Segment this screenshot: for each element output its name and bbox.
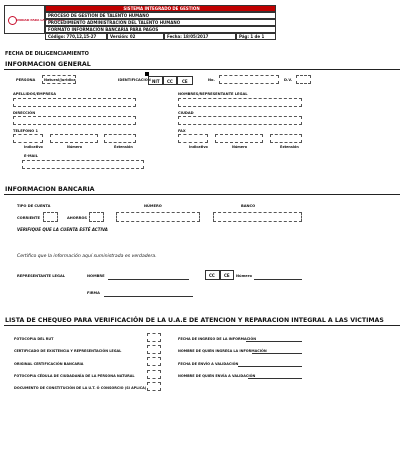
checklist-item-bank-cert: ORIGINAL CERTIFICACIÓN BANCARIA	[14, 362, 84, 366]
checklist-item-existence: CERTIFICADO DE EXISTENCIA Y REPRESENTACIÓN LEGAL	[14, 349, 122, 353]
format-title: FORMATO INFORMACIÓN BANCARIA PARA PAGOS	[45, 26, 276, 33]
procedure-title: PROCEDIMIENTO ADMINISTRACIÓN DEL TALENTO HUMANO	[45, 19, 276, 26]
process-title: PROCESO DE GESTIÓN DE TALENTO HUMANO	[45, 12, 276, 19]
account-number-label: NÚMERO	[144, 204, 162, 208]
checklist-box-bank-cert[interactable]	[147, 357, 161, 366]
rep-id-ce-label: CE	[224, 273, 230, 278]
bank-name-label: BANCO	[241, 204, 256, 208]
id-type-ce-label: CE	[182, 79, 188, 84]
phone-extension-field[interactable]	[104, 134, 136, 143]
general-divider	[4, 69, 400, 70]
bank-name-field[interactable]	[213, 212, 302, 222]
savings-account-label: AHORROS	[67, 216, 88, 220]
bank-section-title: INFORMACION BANCARIA	[5, 186, 95, 193]
rep-number-field[interactable]	[254, 279, 302, 280]
rep-id-ce[interactable]	[220, 270, 234, 280]
general-section-title: INFORMACION GENERAL	[5, 61, 91, 68]
identification-label: IDENTIFICACION	[118, 78, 151, 82]
checklist-box-consortium[interactable]	[147, 382, 161, 391]
id-type-ce[interactable]	[177, 76, 193, 85]
checklist-entry-date-field[interactable]	[246, 341, 302, 342]
account-number-field[interactable]	[116, 212, 200, 222]
id-type-cc[interactable]	[163, 76, 177, 85]
rep-number-label: Número	[236, 274, 252, 278]
current-account-checkbox[interactable]	[43, 212, 58, 222]
checklist-sent-date-field[interactable]	[238, 366, 302, 367]
city-label: CIUDAD	[178, 111, 194, 115]
checklist-title: LISTA DE CHEQUEO PARA VERIFICACIÓN DE LA U.A.E DE ATENCION Y REPARACION INTEGRAL A LAS VICTIMAS	[5, 317, 384, 324]
id-type-nit-label: NIT	[152, 79, 160, 84]
signature-field[interactable]	[104, 296, 193, 297]
checklist-entered-by-label: NOMBRE DE QUIEN INGRESA LA INFORMACIÓN	[178, 349, 267, 353]
signature-label: FIRMA	[87, 291, 100, 295]
phone-number-field[interactable]	[50, 134, 98, 143]
checklist-entered-by-field[interactable]	[252, 353, 302, 354]
fill-date-label: FECHA DE DILIGENCIAMIENTO	[5, 51, 89, 57]
surname-label: APELLIDOS/EMPRESA	[13, 92, 56, 96]
city-field[interactable]	[178, 116, 302, 125]
checklist-item-rut: FOTOCOPIA DEL RUT	[14, 337, 54, 341]
rep-id-cc[interactable]	[205, 270, 220, 280]
doc-date: Fecha: 18/05/2017	[164, 33, 236, 40]
persona-value: Natural/Juridica	[44, 78, 76, 82]
fax-indicative-field[interactable]	[178, 134, 208, 143]
fax-extension-label: Extensión	[280, 145, 299, 149]
fax-number-field[interactable]	[215, 134, 263, 143]
checklist-box-existence[interactable]	[147, 345, 161, 354]
checklist-sent-by-label: NOMBRE DE QUIEN ENVÍA A VALIDACIÓN	[178, 374, 256, 378]
logo-cell	[4, 5, 65, 34]
id-type-nit[interactable]	[148, 76, 163, 85]
names-field[interactable]	[178, 98, 302, 107]
rep-name-field[interactable]	[108, 279, 189, 280]
savings-account-checkbox[interactable]	[89, 212, 104, 222]
phone-label: TELEFONO 1	[13, 129, 38, 133]
doc-page: Pág: 1 de 1	[236, 33, 276, 40]
address-label: DIRECCIÓN	[13, 111, 36, 115]
certification-text: Certifico que la información aquí suministrada es verdadera.	[17, 254, 157, 259]
logo-text: UNIDAD PARA LAS VICTIMAS	[16, 18, 65, 22]
verify-active-note: VERIFIQUE QUE LA CUENTA ESTÉ ACTIVA	[17, 227, 108, 232]
rep-id-cc-label: CC	[209, 273, 215, 278]
phone-indicative-field[interactable]	[13, 134, 43, 143]
legal-rep-label: REPRESENTANTE LEGAL	[17, 274, 66, 278]
phone-indicative-label: Indicativo	[24, 145, 43, 149]
id-type-cc-label: CC	[167, 79, 173, 84]
checklist-divider	[4, 325, 400, 326]
fax-extension-field[interactable]	[270, 134, 302, 143]
fax-number-label: Número	[232, 145, 248, 149]
names-label: NOMBRES/REPRESENTANTE LEGAL	[178, 92, 248, 96]
phone-extension-label: Extensión	[114, 145, 133, 149]
checklist-box-rut[interactable]	[147, 333, 161, 342]
account-type-label: TIPO DE CUENTA	[17, 204, 51, 208]
dv-field[interactable]	[296, 75, 311, 84]
surname-field[interactable]	[13, 98, 136, 107]
system-title: SISTEMA INTEGRADO DE GESTIÓN	[45, 5, 276, 12]
checklist-entry-date-label: FECHA DE INGRESO DE LA INFORMACIÓN	[178, 337, 257, 341]
phone-number-label: Número	[67, 145, 83, 149]
email-label: E-MAIL	[24, 154, 38, 158]
checklist-box-id-copy[interactable]	[147, 370, 161, 379]
doc-code: Código: 770,12,15-27	[45, 33, 107, 40]
bank-divider	[4, 194, 400, 195]
doc-version: Versión: 02	[107, 33, 164, 40]
persona-label: PERSONA	[16, 78, 36, 82]
email-field[interactable]	[22, 160, 144, 169]
fax-indicative-label: Indicativo	[189, 145, 208, 149]
number-label: No.	[208, 78, 215, 82]
rep-name-label: NOMBRE	[87, 274, 105, 278]
persona-field[interactable]	[42, 75, 76, 84]
id-number-field[interactable]	[219, 75, 279, 84]
address-field[interactable]	[13, 116, 136, 125]
current-account-label: CORRIENTE	[17, 216, 40, 220]
checklist-sent-by-field[interactable]	[248, 378, 302, 379]
checklist-item-consortium: DOCUMENTO DE CONSTITUCIÓN DE LA U.T. Ó CONSORCIO (SI APLICA)	[14, 386, 147, 390]
checklist-sent-date-label: FECHA DE ENVÍO A VALIDACIÓN	[178, 362, 239, 366]
fax-label: FAX	[178, 129, 186, 133]
checklist-item-id-copy: FOTOCOPIA CÉDULA DE CIUDADANÍA DE LA PERSONA NATURAL	[14, 374, 135, 378]
dv-label: D.V.	[284, 78, 293, 82]
